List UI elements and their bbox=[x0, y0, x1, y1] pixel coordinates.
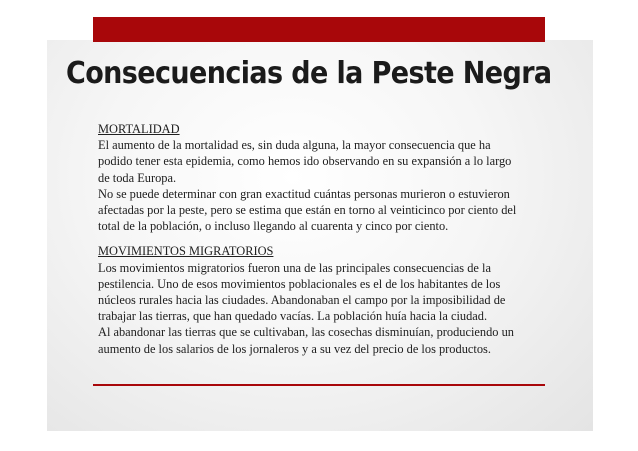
paragraph-line: pestilencia. Uno de esos movimientos poblacionales es el de los habitantes de los bbox=[98, 276, 501, 291]
paragraph-line: Los movimientos migratorios fueron una de las principales consecuencias de la bbox=[98, 260, 491, 275]
slide-body bbox=[98, 121, 578, 357]
paragraph-line: El aumento de la mortalidad es, sin duda alguna, la mayor consecuencia que ha bbox=[98, 138, 491, 153]
paragraph-line: núcleos rurales hacia las ciudades. Abandonaban el campo por la imposibilidad de bbox=[98, 293, 506, 308]
paragraph-line: de toda Europa. bbox=[98, 170, 177, 185]
paragraph-line: No se puede determinar con gran exactitud cuántas personas murieron o estuvieron bbox=[98, 186, 510, 201]
paragraph-line: trabajar las tierras, que han quedado vacías. La población huía hacia la ciudad. bbox=[98, 309, 488, 324]
paragraph-line: Al abandonar las tierras que se cultivaban, las cosechas disminuían, produciendo un bbox=[98, 325, 514, 340]
section-heading: MORTALIDAD bbox=[98, 122, 180, 136]
paragraph-line: podido tener esta epidemia, como hemos ido observando en su expansión a lo largo bbox=[98, 154, 512, 169]
slide-title: Consecuencias de la Peste Negra bbox=[66, 56, 552, 91]
section-movimientos-migratorios bbox=[98, 243, 578, 356]
section-heading: MOVIMIENTOS MIGRATORIOS bbox=[98, 244, 274, 259]
bottom-divider bbox=[93, 384, 545, 386]
section-spacer bbox=[98, 234, 578, 243]
top-accent-bar bbox=[93, 17, 545, 42]
paragraph-line: aumento de los salarios de los jornaleros y a su vez del precio de los productos. bbox=[98, 341, 491, 356]
paragraph-line: total de la población, o incluso llegando al cuarenta y cinco por ciento. bbox=[98, 219, 449, 234]
paragraph-line: afectadas por la peste, pero se estima que están en torno al veinticinco por ciento del bbox=[98, 203, 517, 218]
section-mortalidad bbox=[98, 121, 578, 234]
